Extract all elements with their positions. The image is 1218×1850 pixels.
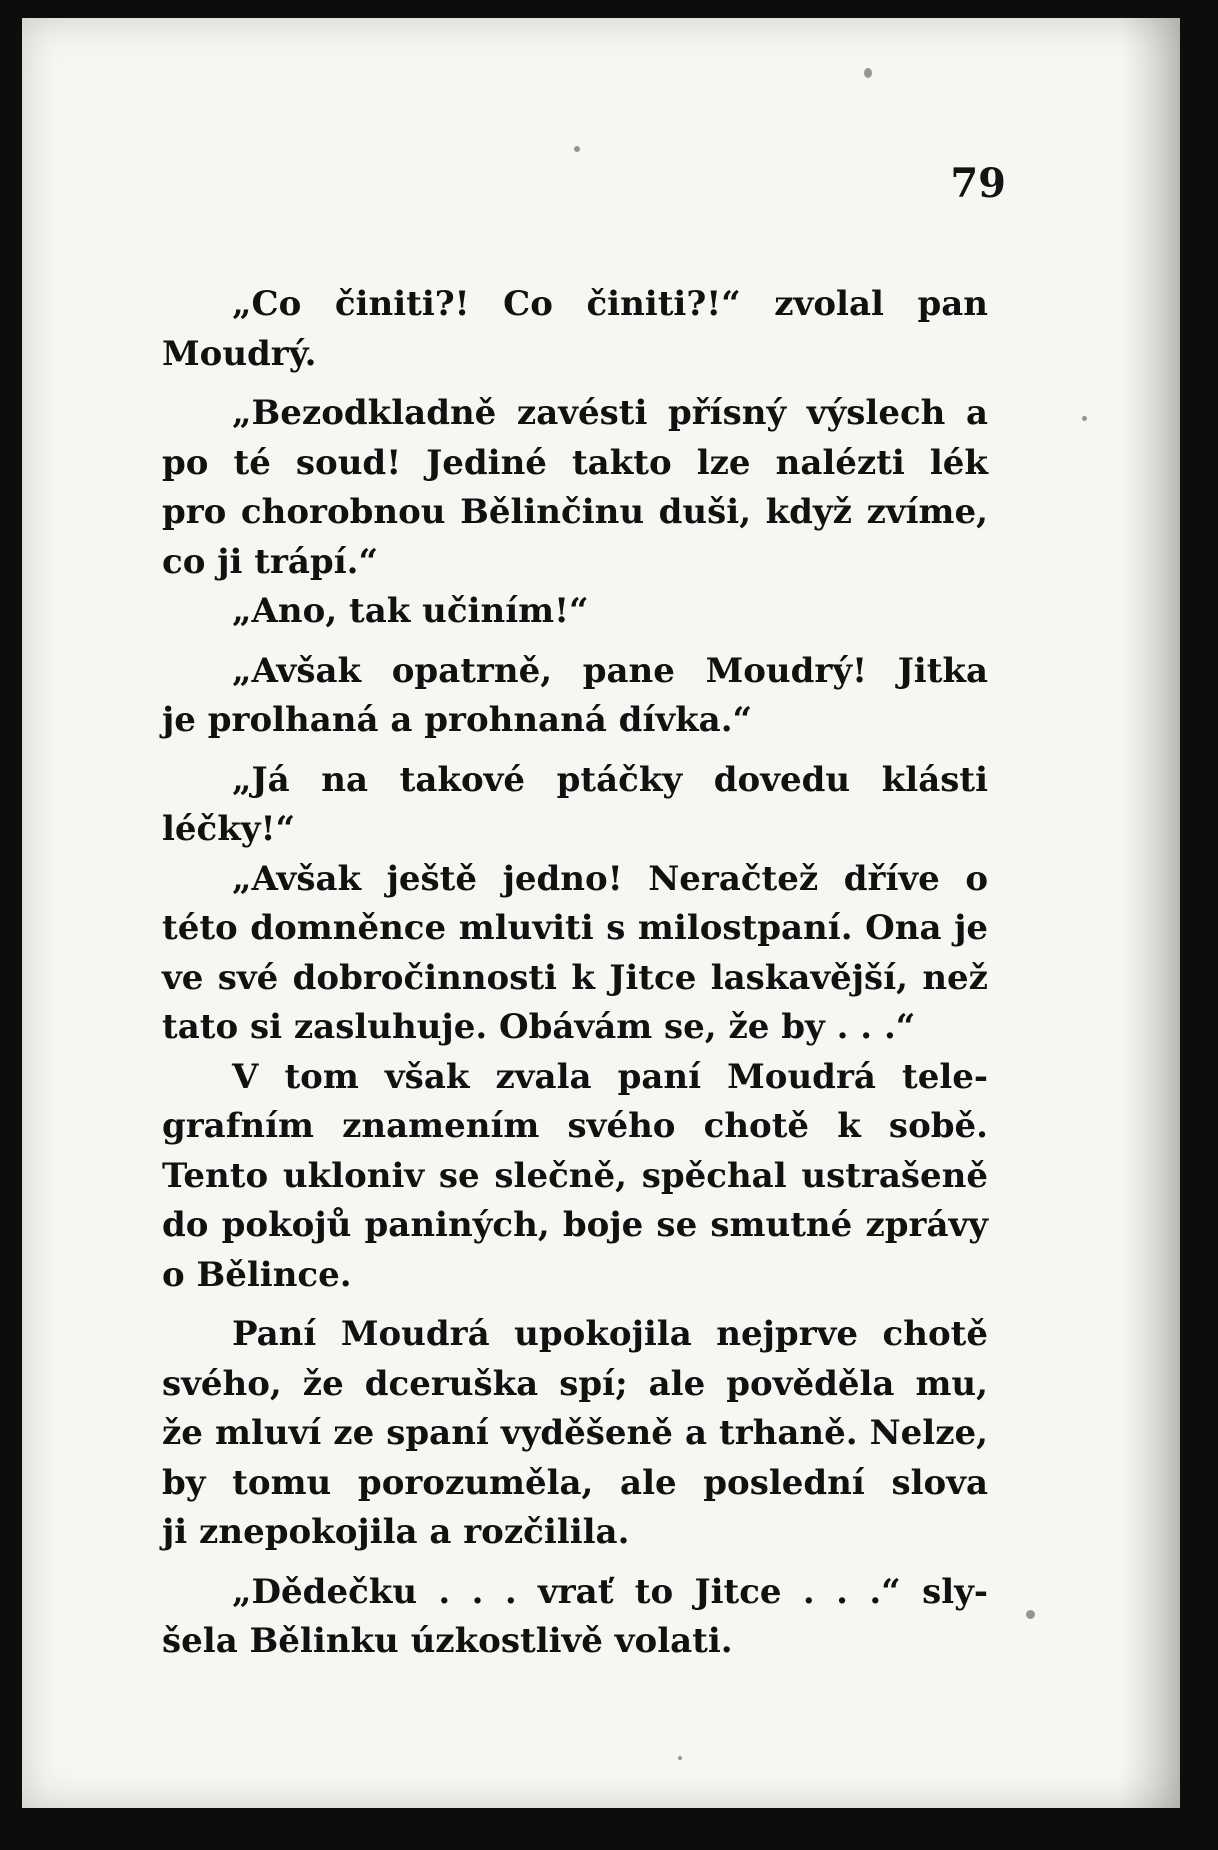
text-line: že mluví ze spaní vyděšeně a trhaně. Nelze, [162, 1413, 988, 1453]
scan-speck [678, 1756, 682, 1760]
text-line: „Bezodkladně zavésti přísný výslech a [232, 393, 988, 433]
paragraph [162, 1053, 988, 1301]
body-text [162, 280, 988, 1667]
text-line: pro chorobnou Bělinčinu duši, když zvíme, [162, 492, 988, 532]
paragraph [162, 756, 988, 855]
text-line: této domněnce mluviti s milostpaní. Ona je [162, 908, 988, 948]
paragraph [162, 1310, 988, 1558]
text-line: ji znepokojila a rozčilila. [162, 1512, 630, 1552]
text-line: svého, že dceruška spí; ale pověděla mu, [162, 1363, 988, 1404]
paragraph [162, 587, 988, 637]
text-line: „Já na takové ptáčky dovedu klásti [232, 759, 988, 800]
text-line: léčky!“ [162, 809, 296, 849]
text-line: Tento ukloniv se slečně, spěchal ustrašeně [162, 1155, 988, 1196]
text-line: Moudrý. [162, 333, 317, 374]
text-line: „Co činiti?! Co činiti?!“ zvolal pan [232, 284, 988, 324]
text-line: Paní Moudrá upokojila nejprve chotě [232, 1314, 988, 1354]
text-line: V tom však zvala paní Moudrá tele- [232, 1056, 988, 1097]
paragraph [162, 1568, 988, 1667]
text-line: „Avšak opatrně, pane Moudrý! Jitka [232, 650, 988, 691]
text-line: šela Bělinku úzkostlivě volati. [162, 1621, 733, 1661]
text-line: tato si zasluhuje. Obávám se, že by . . .“ [162, 1007, 916, 1047]
paragraph [162, 647, 988, 746]
text-line: by tomu porozuměla, ale poslední slova [162, 1462, 988, 1503]
scan-speck [574, 146, 580, 152]
book-page [22, 18, 1180, 1808]
text-line: o Bělince. [162, 1254, 352, 1295]
text-line: „Dědečku . . . vrať to Jitce . . .“ sly- [232, 1571, 988, 1612]
paragraph [162, 280, 988, 379]
text-line: po té soud! Jediné takto lze nalézti lék [162, 442, 988, 483]
paragraph [162, 855, 988, 1053]
page-number: 79 [950, 160, 1006, 207]
text-line: „Avšak ještě jedno! Neračtež dříve o [232, 858, 988, 899]
text-line: je prolhaná a prohnaná dívka.“ [162, 700, 753, 740]
text-line: grafním znamením svého chotě k sobě. [162, 1106, 988, 1146]
text-line: ve své dobročinnosti k Jitce laskavější, než [162, 957, 988, 998]
text-line: co ji trápí.“ [162, 541, 379, 582]
scan-speck [1082, 416, 1087, 421]
page-edge-shadow [1120, 18, 1180, 1808]
text-line: „Ano, tak učiním!“ [232, 591, 589, 631]
scan-speck [864, 68, 872, 78]
paragraph [162, 389, 988, 587]
scan-speck [1026, 1610, 1035, 1619]
text-line: do pokojů paniných, boje se smutné zprávy [162, 1205, 988, 1245]
